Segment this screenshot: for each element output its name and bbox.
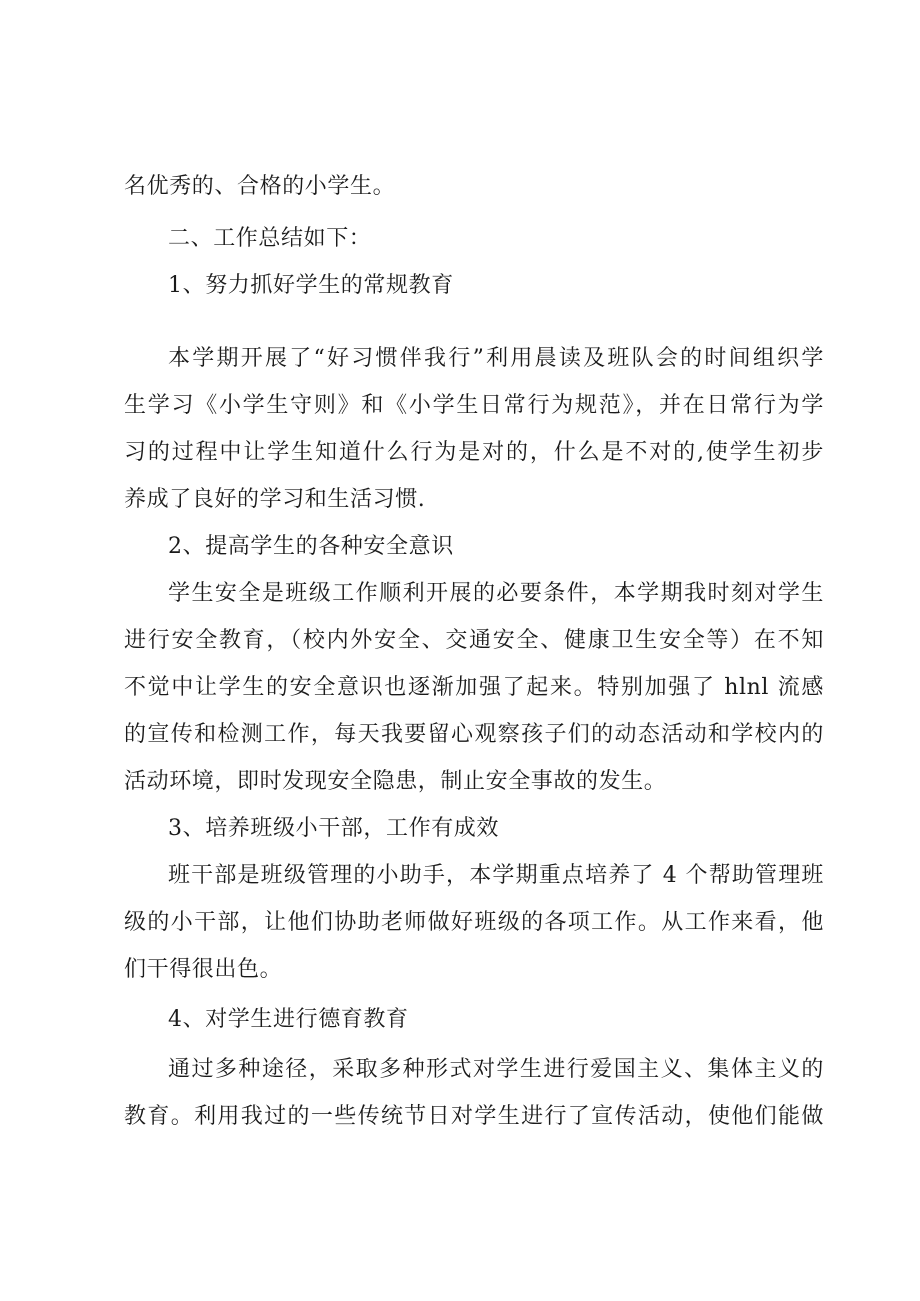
- paragraph-line: 通过多种途径，采取多种形式对学生进行爱国主义、集体主义的: [168, 1057, 824, 1082]
- paragraph-line: 教育。利用我过的一些传统节日对学生进行了宣传活动，使他们能做: [124, 1104, 824, 1129]
- paragraph-line: 活动环境，即时发现安全隐患，制止安全事故的发生。: [124, 769, 667, 794]
- paragraph-line: 不觉中让学生的安全意识也逐渐加强了起来。特别加强了 hlnl 流感: [124, 675, 824, 700]
- subsection-heading: 3、培养班级小干部，工作有成效: [168, 816, 499, 841]
- paragraph-line: 班干部是班级管理的小助手，本学期重点培养了 4 个帮助管理班: [168, 863, 824, 888]
- paragraph-line: 学生安全是班级工作顺利开展的必要条件，本学期我时刻对学生: [168, 581, 824, 606]
- paragraph-line: 生学习《小学生守则》和《小学生日常行为规范》，并在日常行为学: [124, 393, 824, 418]
- section-heading: 二、工作总结如下：: [168, 226, 372, 251]
- paragraph-line: 进行安全教育，（校内外安全、交通安全、健康卫生安全等）在不知: [124, 628, 824, 653]
- subsection-heading: 1、努力抓好学生的常规教育: [168, 273, 454, 298]
- paragraph-line: 养成了良好的学习和生活习惯.: [124, 487, 426, 512]
- text-line: 名优秀的、合格的小学生。: [124, 174, 396, 199]
- paragraph-line: 级的小干部，让他们协助老师做好班级的各项工作。从工作来看，他: [124, 910, 824, 935]
- paragraph-line: 本学期开展了“好习惯伴我行”利用晨读及班队会的时间组织学: [168, 346, 824, 371]
- paragraph-line: 们干得很出色。: [124, 957, 283, 982]
- paragraph-line: 的宣传和检测工作，每天我要留心观察孩子们的动态活动和学校内的: [124, 722, 824, 747]
- subsection-heading: 4、对学生进行德育教育: [168, 1007, 409, 1032]
- paragraph-line: 习的过程中让学生知道什么行为是对的，什么是不对的,使学生初步: [124, 440, 824, 465]
- subsection-heading: 2、提高学生的各种安全意识: [168, 534, 454, 559]
